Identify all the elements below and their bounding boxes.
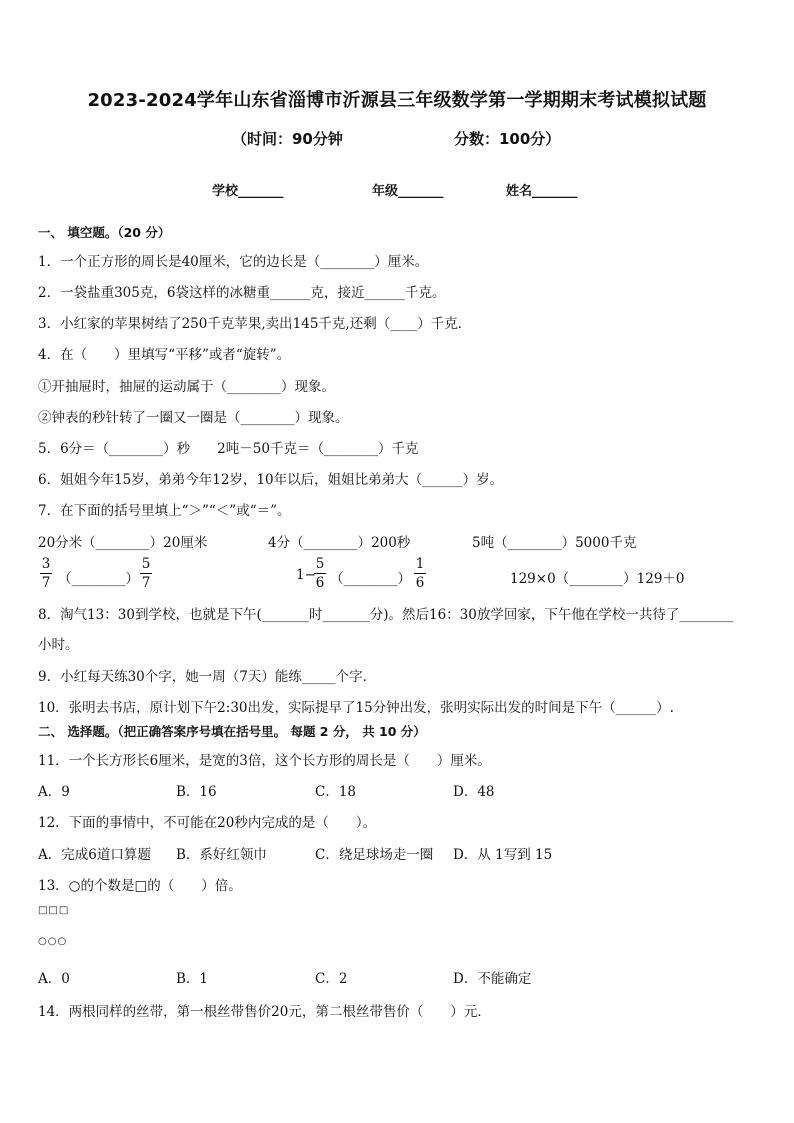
q12-option-c: C．绕足球场走一圈 bbox=[315, 847, 434, 863]
question-6: 6．姐姐今年15岁，弟弟今年12岁，10年以后，姐姐比弟弟大（______）岁。 bbox=[38, 472, 504, 488]
fraction-5-7 bbox=[140, 555, 152, 592]
q13-circles: ○○○ bbox=[38, 936, 68, 947]
question-7-item-e-blank: （________） bbox=[330, 571, 411, 587]
question-8-continued: 小时。 bbox=[38, 637, 79, 653]
q13-squares: □□□ bbox=[38, 905, 70, 916]
q13-option-a: A．0 bbox=[38, 971, 70, 987]
question-3: 3．小红家的苹果树结了250千克苹果,卖出145千克,还剩（____）千克． bbox=[38, 316, 472, 332]
denominator: 7 bbox=[141, 575, 151, 591]
q12-option-a: A．完成6道口算题 bbox=[38, 847, 151, 863]
question-7-item-a: 20分米（________）20厘米 bbox=[38, 535, 208, 551]
name-field: 姓名_______ bbox=[506, 184, 578, 199]
numerator: 5 bbox=[141, 556, 151, 572]
question-8: 8．淘气13：30到学校，也就是下午(_______时_______分)。然后16：30放学回家，下午他在学校一共待了________ bbox=[38, 607, 734, 623]
section-heading-multiple-choice: 二、 选择题。（把正确答案序号填在括号里。 每题 2 分， 共 10 分） bbox=[38, 724, 426, 739]
q13-option-b: B．1 bbox=[176, 971, 209, 987]
question-13: 13．○的个数是□的（ ）倍。 bbox=[38, 878, 242, 894]
question-2: 2．一袋盐重305克，6袋这样的冰糖重______克，接近______千克。 bbox=[38, 285, 446, 301]
q11-option-c: C．18 bbox=[315, 784, 357, 800]
question-4: 4．在（ ）里填写“平移”或者“旋转”。 bbox=[38, 347, 291, 363]
q12-option-d: D．从 1写到 15 bbox=[453, 847, 553, 863]
total-score: 分数：100分） bbox=[454, 130, 561, 148]
section-heading-fill-blank: 一、 填空题。（20 分） bbox=[38, 225, 171, 240]
question-7: 7．在下面的括号里填上“＞”“＜”或“＝”。 bbox=[38, 503, 291, 519]
fraction-1-6 bbox=[414, 555, 426, 592]
grade-field: 年级_______ bbox=[372, 184, 444, 199]
question-7-item-c: 5吨（________）5000千克 bbox=[472, 535, 637, 551]
q11-option-a: A．9 bbox=[38, 784, 70, 800]
question-7-item-d-blank: （________） bbox=[58, 571, 139, 587]
exam-subtitle bbox=[232, 128, 561, 149]
denominator: 7 bbox=[41, 575, 51, 591]
fraction-3-7 bbox=[40, 555, 52, 592]
question-12: 12．下面的事情中，不可能在20秒内完成的是（ ）。 bbox=[38, 815, 377, 831]
numerator: 5 bbox=[315, 556, 325, 572]
question-11: 11．一个长方形长6厘米，是宽的3倍，这个长方形的周长是（ ）厘米。 bbox=[38, 753, 491, 769]
numerator: 1 bbox=[415, 556, 425, 572]
q13-option-c: C．2 bbox=[315, 971, 348, 987]
question-7-item-e-one: 1− bbox=[296, 567, 316, 583]
question-4-part-1: ①开抽屉时，抽屉的运动属于（________）现象。 bbox=[38, 379, 335, 395]
q13-option-d: D．不能确定 bbox=[453, 971, 532, 987]
denominator: 6 bbox=[315, 575, 325, 591]
denominator: 6 bbox=[415, 575, 425, 591]
q11-option-b: B．16 bbox=[176, 784, 217, 800]
numerator: 3 bbox=[41, 556, 51, 572]
question-7-item-b: 4分（________）200秒 bbox=[268, 535, 411, 551]
school-field: 学校_______ bbox=[212, 184, 284, 199]
q12-option-b: B．系好红领巾 bbox=[176, 847, 267, 863]
fraction-5-6 bbox=[314, 555, 326, 592]
question-10: 10．张明去书店，原计划下午2:30出发，实际提早了15分钟出发，张明实际出发的时间是下午（______）. bbox=[38, 700, 674, 716]
q11-option-d: D．48 bbox=[453, 784, 495, 800]
question-7-item-f: 129×0（________）129＋0 bbox=[510, 571, 685, 587]
question-9: 9．小红每天练30个字，她一周（7天）能练_____个字． bbox=[38, 669, 377, 685]
question-14: 14．两根同样的丝带，第一根丝带售价20元，第二根丝带售价（ ）元． bbox=[38, 1004, 491, 1020]
exam-title: 2023-2024学年山东省淄博市沂源县三年级数学第一学期期末考试模拟试题 bbox=[87, 90, 707, 111]
question-1: 1．一个正方形的周长是40厘米，它的边长是（________）厘米。 bbox=[38, 254, 429, 270]
question-5: 5．6分＝（________）秒 2吨－50千克＝（________）千克 bbox=[38, 441, 419, 457]
time-limit: （时间：90分钟 bbox=[232, 130, 343, 148]
question-4-part-2: ②钟表的秒针转了一圈又一圈是（________）现象。 bbox=[38, 410, 349, 426]
